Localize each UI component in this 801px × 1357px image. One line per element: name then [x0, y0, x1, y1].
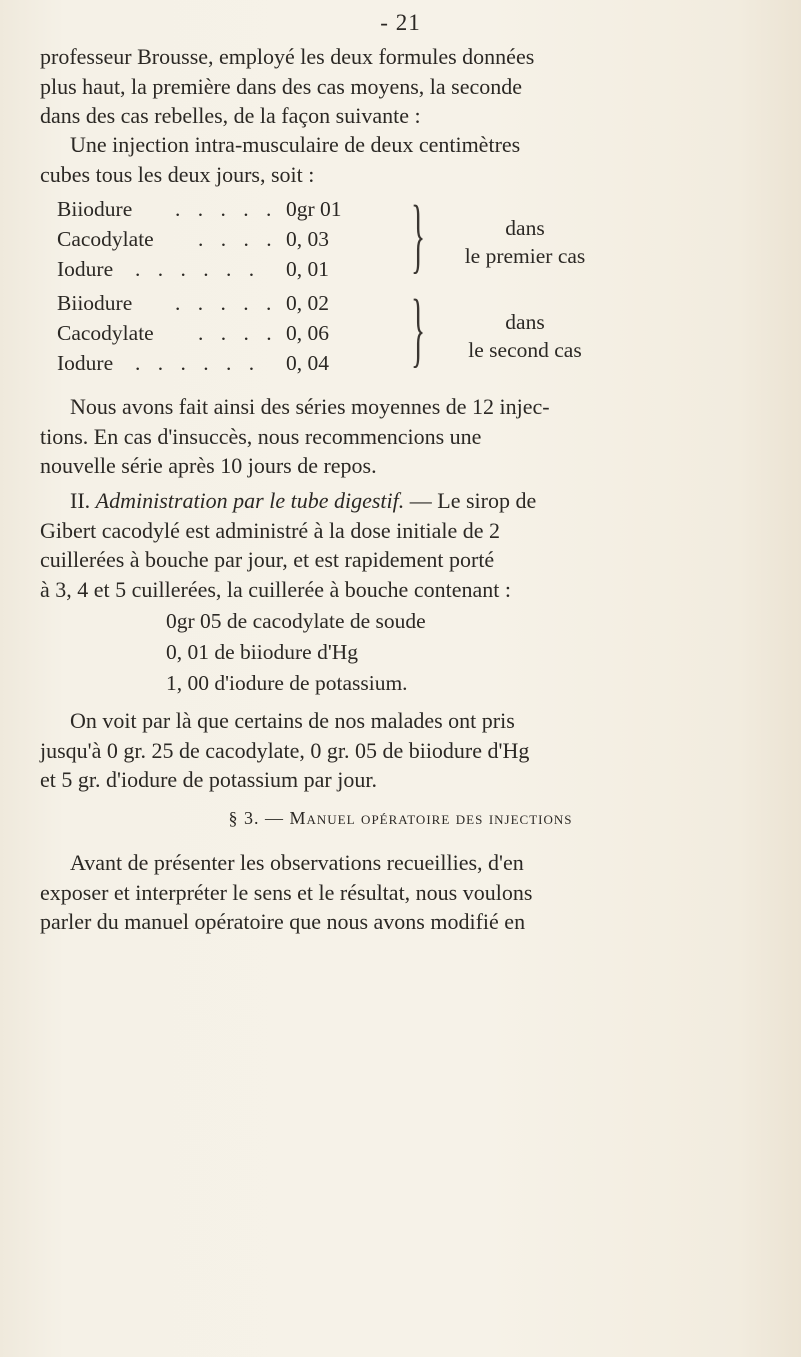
leader-dots: . . . .	[198, 321, 278, 345]
composition-line: 0, 01 de biiodure d'Hg	[166, 640, 358, 664]
note-line: dans	[505, 216, 545, 240]
ingredient-value: 0, 04	[286, 351, 329, 375]
text-line: professeur Brousse, employé les deux formules données	[40, 44, 535, 69]
text-line: tions. En cas d'insuccès, nous recommencions une	[40, 423, 482, 449]
leader-dots: . . . . . .	[135, 257, 261, 281]
leader-dots: . . . . . .	[135, 351, 261, 375]
note-line: le premier cas	[464, 244, 586, 268]
note-line: dans	[505, 310, 545, 334]
ingredient-value: 0, 02	[286, 291, 329, 315]
leader-dots: . . . . .	[175, 291, 278, 315]
text-line: Une injection intra-musculaire de deux centimètres	[70, 132, 521, 157]
text-line: cuillerées à bouche par jour, et est rapidement porté	[40, 547, 495, 572]
paragraph-doses	[40, 706, 770, 795]
section-number: § 3.	[228, 808, 260, 828]
text-line: cubes tous les deux jours, soit :	[40, 161, 315, 187]
ingredient-value: 0, 06	[286, 321, 329, 345]
text-line: et 5 gr. d'iodure de potassium par jour.	[40, 767, 377, 792]
paragraph-injection	[40, 130, 770, 189]
ingredient-value: 0gr 01	[286, 197, 342, 221]
ingredient-name: Biiodure	[57, 197, 133, 221]
text-line: dans des cas rebelles, de la façon suivante :	[40, 103, 421, 128]
brace-icon: }	[411, 189, 426, 282]
text-line: plus haut, la première dans des cas moyens, la seconde	[40, 73, 523, 99]
subheading: Administration par le tube digestif.	[95, 488, 405, 513]
composition-line: 0gr 05 de cacodylate de soude	[166, 609, 426, 633]
composition-list	[166, 606, 426, 699]
text-line: Nous avons fait ainsi des séries moyennes de 12 injec-	[70, 394, 550, 419]
section-dash: —	[265, 808, 290, 828]
text-line: à 3, 4 et 5 cuillerées, la cuillerée à bouche contenant :	[40, 576, 511, 602]
section-lead: II.	[70, 488, 91, 513]
text-line: nouvelle série après 10 jours de repos.	[40, 453, 377, 478]
text-line: On voit par là que certains de nos malades ont pris	[70, 708, 515, 733]
ingredient-name: Iodure	[57, 257, 114, 281]
ingredient-value: 0, 01	[286, 257, 329, 281]
ingredient-name: Iodure	[57, 351, 114, 375]
page-number: - 21	[380, 10, 421, 35]
text-line: exposer et interpréter le sens et le résultat, nous voulons	[40, 879, 533, 905]
composition-line: 1, 00 d'iodure de potassium.	[166, 671, 408, 695]
paragraph-digestive	[40, 486, 770, 604]
ingredient-value: 0, 03	[286, 227, 329, 251]
text-line	[40, 486, 770, 516]
paragraph-manual	[40, 848, 770, 937]
text-line: jusqu'à 0 gr. 25 de cacodylate, 0 gr. 05 de biiodure d'Hg	[40, 737, 530, 763]
section-title: Manuel opératoire des injections	[289, 808, 573, 828]
leader-dots: . . . . .	[175, 197, 278, 221]
leader-dots: . . . .	[198, 227, 278, 251]
note-line: le second cas	[468, 338, 582, 362]
ingredient-name: Cacodylate	[57, 227, 154, 251]
text-line: Avant de présenter les observations recueillies, d'en	[70, 850, 524, 875]
brace-icon: }	[411, 283, 426, 376]
text-line: parler du manuel opératoire que nous avons modifié en	[40, 909, 526, 934]
ingredient-name: Cacodylate	[57, 321, 154, 345]
paragraph-intro	[40, 42, 770, 131]
text-line: Gibert cacodylé est administré à la dose initiale de 2	[40, 517, 501, 543]
case-note-second	[425, 308, 625, 364]
case-note-first	[425, 214, 625, 270]
paragraph-series	[40, 392, 770, 481]
section-heading	[0, 808, 801, 829]
text-fragment: — Le sirop de	[404, 488, 537, 513]
ingredient-name: Biiodure	[57, 291, 133, 315]
